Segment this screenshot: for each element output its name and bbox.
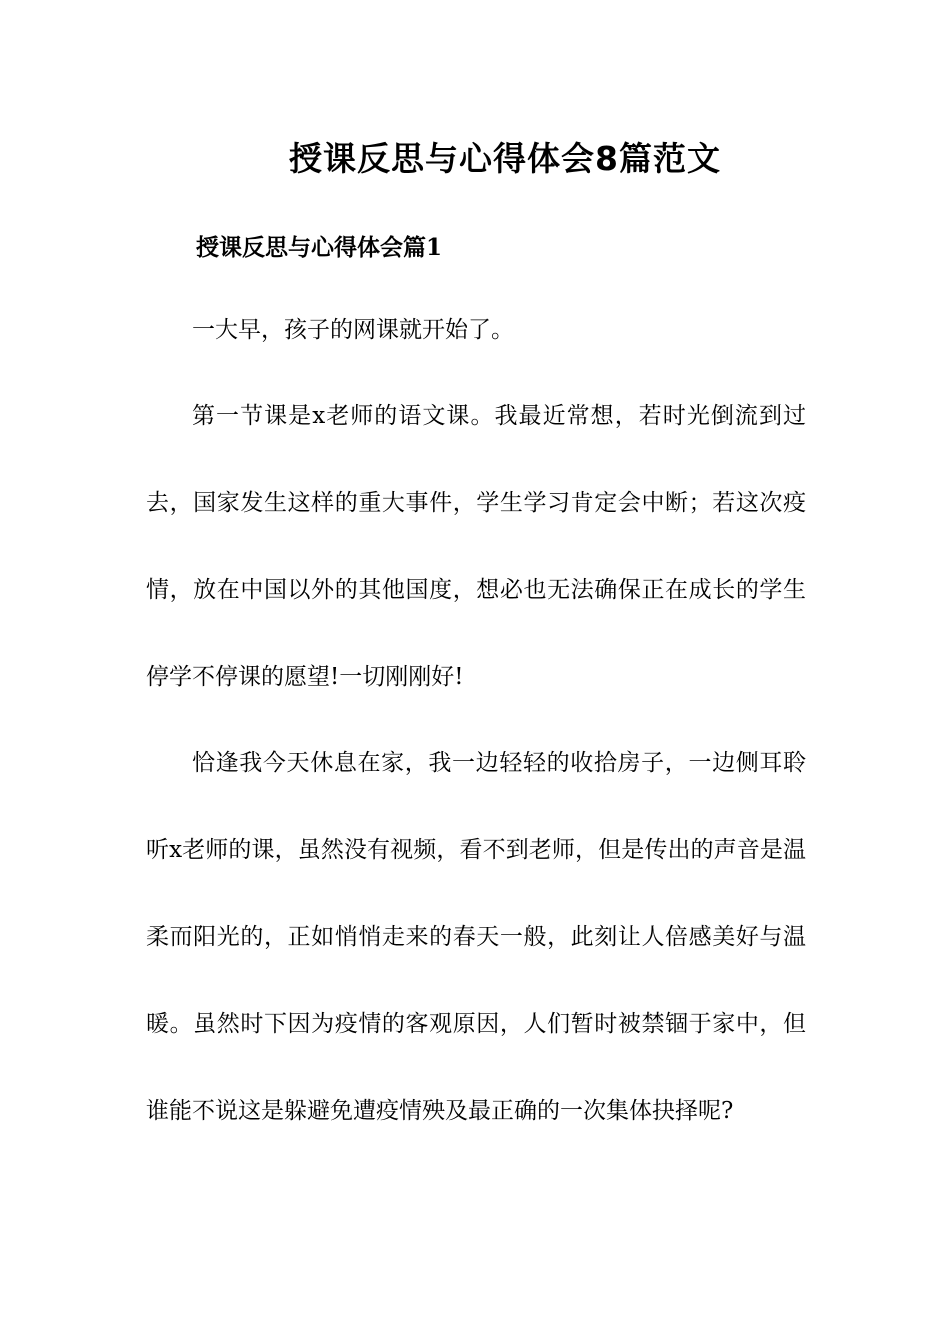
paragraph-1: 一大早，孩子的网课就开始了。 — [192, 317, 514, 343]
section-heading: 授课反思与心得体会篇1 — [196, 234, 443, 261]
document-title: 授课反思与心得体会8篇范文 — [289, 139, 721, 178]
paragraph-2: 第一节课是x老师的语文课。我最近常想，若时光倒流到过去，国家发生这样的重大事件，学生学习肯定会中断；若这次疫情，放在中国以外的其他国度，想必也无法确保正在成长的学生停学不停课的愿望!一切刚刚好! — [146, 403, 806, 690]
paragraph-3: 恰逢我今天休息在家，我一边轻轻的收拾房子，一边侧耳聆听x老师的课，虽然没有视频，看不到老师，但是传出的声音是温柔而阳光的，正如悄悄走来的春天一般，此刻让人倍感美好与温暖。虽然时下因为疫情的客观原因，人们暂时被禁锢于家中，但谁能不说这是躲避免遭疫情殃及最正确的一次集体抉择呢? — [146, 750, 806, 1124]
